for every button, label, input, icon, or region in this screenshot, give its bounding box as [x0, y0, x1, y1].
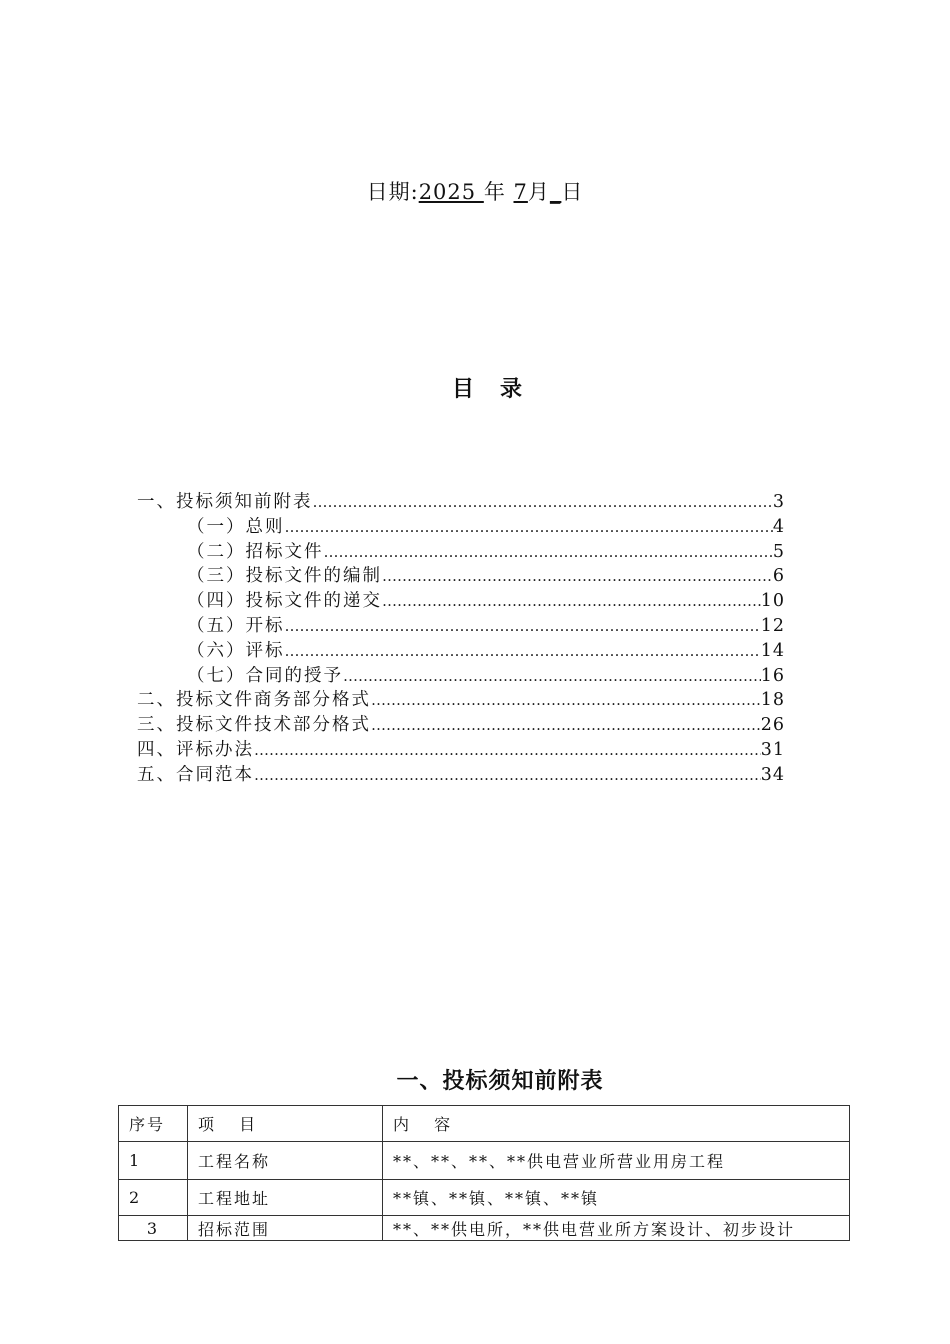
table-row — [119, 1180, 850, 1216]
toc-item-label: （四）投标文件的递交 — [187, 591, 382, 612]
toc-leader-dots — [285, 515, 773, 540]
date-year-suffix: 年 — [483, 180, 506, 204]
toc-leader-dots — [324, 540, 773, 565]
toc-leader-dots — [371, 713, 761, 738]
toc-item-page: 18 — [760, 690, 785, 711]
toc-item[interactable] — [137, 763, 785, 788]
toc-item[interactable] — [137, 564, 785, 589]
toc-item[interactable] — [137, 688, 785, 713]
bid-notice-table — [118, 1105, 850, 1241]
toc-item-page: 16 — [760, 665, 785, 686]
toc-item-page: 14 — [760, 640, 785, 661]
date-prefix: 日期: — [366, 180, 419, 204]
toc-item[interactable] — [137, 540, 785, 565]
toc-leader-dots — [313, 490, 773, 515]
toc-leader-dots — [285, 614, 761, 639]
toc-item-label: 一、投标须知前附表 — [137, 492, 313, 512]
section-title: 一、投标须知前附表 — [396, 1068, 604, 1094]
date-year: 2025 — [418, 180, 484, 204]
toc-item[interactable] — [137, 639, 785, 664]
date-day: _ — [549, 180, 562, 204]
toc-item-page: 31 — [760, 739, 785, 760]
table-header-cell: 序号 — [119, 1106, 188, 1142]
toc-item-label: 二、投标文件商务部分格式 — [137, 690, 371, 711]
toc-item[interactable] — [137, 738, 785, 763]
toc-leader-dots — [382, 589, 761, 614]
toc-item-label: 四、评标办法 — [137, 739, 254, 760]
table-header-cell: 内 容 — [383, 1106, 850, 1142]
toc-item-page: 12 — [760, 615, 785, 636]
table-cell: 招标范围 — [188, 1216, 383, 1241]
table-cell: 2 — [119, 1180, 188, 1216]
toc-item-label: （五）开标 — [187, 615, 285, 636]
table-cell: **镇、**镇、**镇、**镇 — [383, 1180, 850, 1216]
toc-leader-dots — [371, 688, 761, 713]
table-header-row — [119, 1106, 850, 1142]
toc-item-label: （三）投标文件的编制 — [187, 566, 382, 587]
toc-item-label: （一）总则 — [187, 516, 285, 537]
table-cell: 3 — [119, 1216, 188, 1241]
toc-title: 目录 — [451, 376, 548, 402]
toc-item-page: 26 — [760, 715, 785, 736]
toc-item-label: （六）评标 — [187, 640, 285, 661]
toc-leader-dots — [382, 564, 773, 589]
table-cell: **、**供电所，**供电营业所方案设计、初步设计 — [383, 1216, 850, 1241]
toc-item-page: 3 — [772, 492, 785, 512]
date-day-suffix: 日 — [561, 180, 584, 204]
toc-item-label: （七）合同的授予 — [187, 665, 343, 686]
table-cell: **、**、**、**供电营业所营业用房工程 — [383, 1142, 850, 1180]
toc-item-page: 5 — [772, 541, 785, 562]
table-cell: 1 — [119, 1142, 188, 1180]
toc-item-label: （二）招标文件 — [187, 541, 324, 562]
toc-item-label: 三、投标文件技术部分格式 — [137, 715, 371, 736]
table-cell: 工程地址 — [188, 1180, 383, 1216]
toc-item-page: 34 — [760, 764, 785, 785]
toc-item-page: 6 — [772, 566, 785, 587]
toc-leader-dots — [285, 639, 761, 664]
date-month: 7 — [513, 180, 528, 204]
toc-item[interactable] — [137, 713, 785, 738]
toc-leader-dots — [254, 763, 761, 788]
toc-item-label: 五、合同范本 — [137, 764, 254, 785]
table-header-cell: 项 目 — [188, 1106, 383, 1142]
toc-item-page: 4 — [772, 516, 785, 537]
toc-item[interactable] — [137, 589, 785, 614]
toc-leader-dots — [343, 664, 761, 689]
table-of-contents — [137, 490, 785, 788]
toc-item[interactable] — [137, 614, 785, 639]
toc-leader-dots — [254, 738, 761, 763]
table-row — [119, 1216, 850, 1241]
table-row — [119, 1142, 850, 1180]
toc-item-page: 10 — [760, 591, 785, 612]
toc-item[interactable] — [137, 515, 785, 540]
document-date — [0, 176, 950, 206]
toc-item[interactable] — [137, 490, 785, 515]
date-month-suffix: 月 — [527, 180, 550, 204]
toc-item[interactable] — [137, 664, 785, 689]
table-cell: 工程名称 — [188, 1142, 383, 1180]
